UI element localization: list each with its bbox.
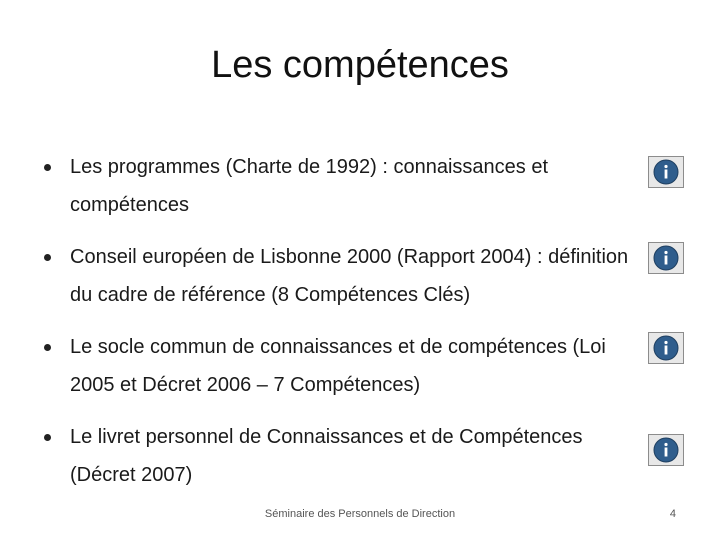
info-button-3[interactable] [648,332,684,364]
info-icon [653,245,679,271]
bullet-item [40,238,650,314]
bullet-text: Le socle commun de connaissances et de compétences (Loi 2005 et Décret 2006 – 7 Compétences) [70,336,606,396]
info-button-4[interactable] [648,434,684,466]
bullet-dot [44,344,51,351]
bullet-dot [44,254,51,261]
bullet-list [40,148,650,494]
bullet-text: Le livret personnel de Connaissances et de Compétences (Décret 2007) [70,426,583,486]
slide-title: Les compétences [211,44,509,86]
info-icon [653,335,679,361]
info-button-1[interactable] [648,156,684,188]
bullet-item [40,418,650,494]
bullet-dot [44,164,51,171]
bullet-item [40,328,650,404]
bullet-text: Conseil européen de Lisbonne 2000 (Rapport 2004) : définition du cadre de référence (8 Compétences Clés) [70,246,629,306]
bullet-item [40,148,650,224]
info-icon [653,159,679,185]
slide-footer: Séminaire des Personnels de Direction [264,508,456,520]
info-icon [653,437,679,463]
bullet-dot [44,434,51,441]
bullet-text: Les programmes (Charte de 1992) : connaissances et compétences [70,156,549,216]
page-number: 4 [669,508,676,520]
info-button-2[interactable] [648,242,684,274]
